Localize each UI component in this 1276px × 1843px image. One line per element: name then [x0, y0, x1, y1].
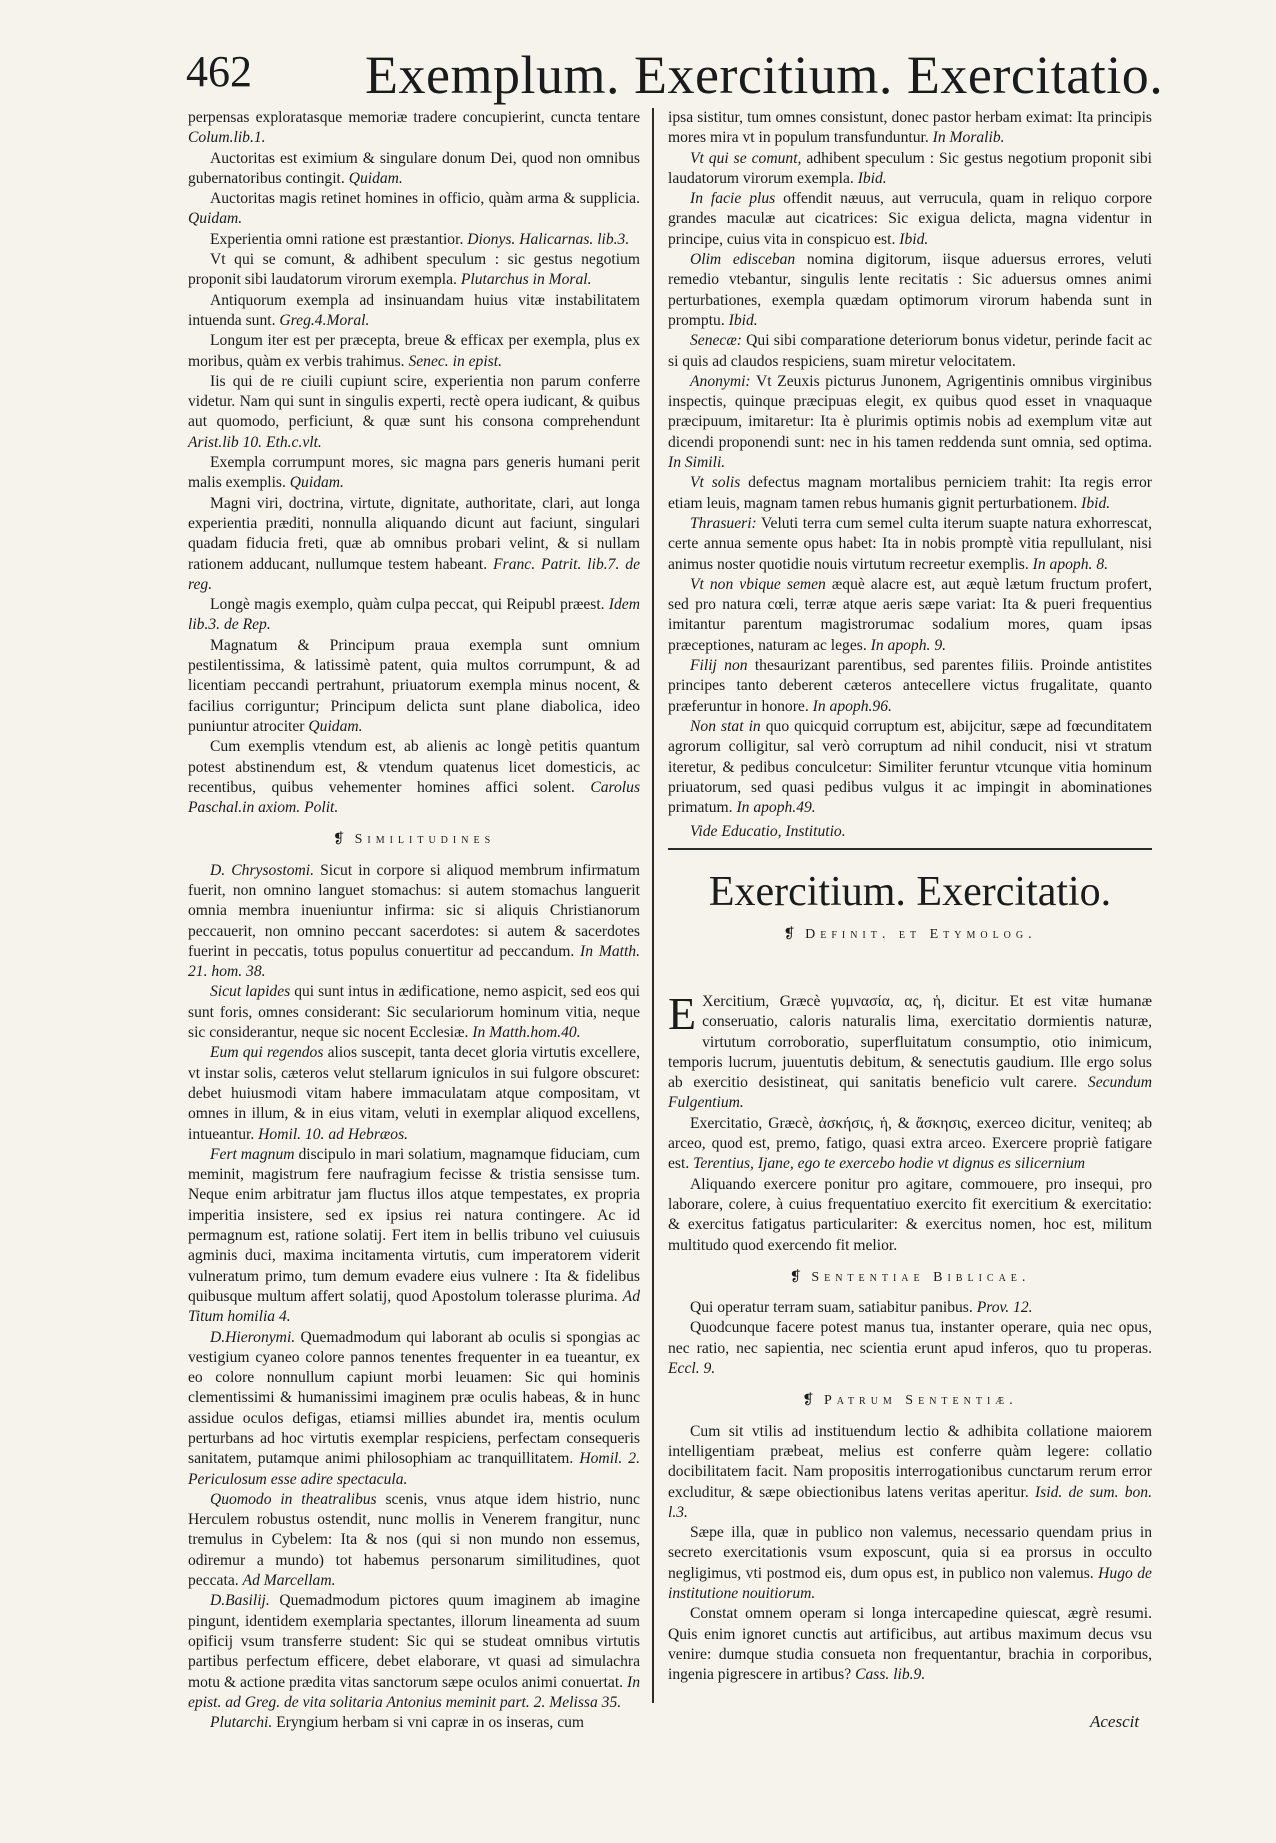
exercitium-section	[668, 988, 1152, 1686]
section-title: Exercitium. Exercitatio.	[708, 869, 1112, 915]
paragraph: Antiquorum exempla ad insinuandam huius vitæ instabilitatem intuenda sunt. Greg.4.Moral.	[188, 291, 640, 329]
paragraph: Constat omnem operam si longa intercapedine quiescat, ægrè resumi. Quis enim ignoret cunctis aut artificibus, aut artibus maximum decus vsu venire: dumque studia consueta non frequentantur, brachia in corporibus, ingenia pigrescere in artibus? Cass. lib.9.	[668, 1605, 1152, 1684]
paragraph: ipsa sistitur, tum omnes consistunt, donec pastor herbam eximat: Ita principis mores mira vt in populum transfunduntur. In Moralib.	[668, 109, 1152, 147]
patrum-heading: ❡ Patrum Sententiæ.	[802, 1393, 1018, 1409]
cross-reference: Vide Educatio, Institutio.	[690, 823, 846, 841]
pilcrow-icon: ❡	[783, 927, 796, 943]
paragraph: Senecæ: Qui sibi comparatione deteriorum bonus videtur, perinde facit ac si quis ad claudos respiciens, suam miretur velocitatem.	[668, 332, 1152, 370]
paragraph: Magni viri, doctrina, virtute, dignitate, authoritate, clari, aut longa experientia præditi, nonnulla aliquando dicunt aut faciunt, singulari quadam fiducia freti, quæ ab omnibus probari velint, & si nullam rationem adducant, nullumque testem habeant. Franc. Patrit. lib.7. de reg.	[188, 494, 640, 593]
paragraph: Magnatum & Principum praua exempla sunt omnium pestilentissima, & latissimè patent, quia multos corrumpunt, & ad licentiam peccandi pertrahunt, priuatorum exempla minus nocent, & facilius corriguntur; Principum delicta sunt plane diabolica, ideo puniuntur atrociter Quidam.	[188, 636, 640, 735]
paragraph: Non stat in quo quicquid corruptum est, abijcitur, sæpe ad fœcunditatem agrorum colligitur, sal verò corruptum ad nihil conducit, nisi vt stratum iteretur, & pedibus conculcetur: Similiter feruntur vtcunque vitia hominum priuatorum, sed quasi pedibus vulgus it ac impingit in abominationes primatum. In apoph.49.	[668, 717, 1152, 817]
section-divider	[668, 848, 1152, 850]
pilcrow-icon: ❡	[802, 1393, 815, 1409]
paragraph: Vt solis defectus magnam mortalibus perniciem trahit: Ita regis error etiam leuis, magnam tamen rebus humanis gignit perturbationem. Ibid.	[668, 474, 1152, 512]
right-column	[668, 108, 1153, 841]
paragraph: Sæpe illa, quæ in publico non valemus, necessario quendam prius in secreto exercitationis vsum exposcunt, quia si ea prorsus in occulto negligimus, vti postmod eis, dum opus est, in publico non valemus. Hugo de institutione nouitiorum.	[668, 1524, 1152, 1603]
paragraph: Exempla corrumpunt mores, sic magna pars generis humani perit malis exemplis. Quidam.	[188, 454, 640, 492]
paragraph: Vt qui se comunt, & adhibent speculum : sic gestus negotium proponit sibi laudatorum virorum exempla. Plutarchus in Moral.	[188, 251, 640, 289]
paragraph: Aliquando exercere ponitur pro agitare, commouere, pro insequi, pro laborare, colere, à cuius frequentatiuo exercito fit exercitium & exercitatio: & exercitus fatigatus particulariter: & exercitus nomen, hoc est, militum multitudo quod exercendo fit melior.	[668, 1175, 1152, 1254]
paragraph: Anonymi: Vt Zeuxis picturus Junonem, Agrigentinis omnibus virginibus inspectis, quinque præcipuas elegit, ex quibus quod esset in vnaquaque præcipuum, imitaretur: Ita è plurimis optimis nobis ad exemplum vitæ aut dicendi proponendi sunt: nec in his tamen reddenda sunt omnia, sed optima. In Simili.	[668, 372, 1152, 472]
paragraph: D.Basilij. Quemadmodum pictores quum imaginem ab imagine pingunt, identidem exemplaria spectantes, illorum lineamenta ad suum opificij vsum transferre student: Sic qui se studeat omnibus virtutis partibus perfectum efficere, debet elaborare, vt quasi ad simulachra motu & actione prædita vitas sanctorum sæpe oculos animi conuertat. In epist. ad Greg. de vita solitaria Antonius meminit part. 2. Melissa 35.	[188, 1592, 640, 1711]
catchword: Acescit	[1090, 1712, 1140, 1731]
paragraph: Experientia omni ratione est præstantior. Dionys. Halicarnas. lib.3.	[210, 230, 630, 248]
paragraph: Olim edisceban nomina digitorum, iisque aduersus errores, veluti remedio vtebantur, singulis lente recitatis : Sic aduersus omnes animi perturbationes, exempla quædam optimorum virorum habenda sunt in promptu. Ibid.	[668, 251, 1152, 329]
paragraph: Fert magnum discipulo in mari solatium, magnamque fiduciam, cum meminit, magistrum fere naufragium fecisse & tristia sensisse tum. Neque enim arbitratur jam fluctus illos atque tempestates, ex propria imperitia insistere, sed ex ipsius rei natura contingere. Ac id permagnum est, ratione solatij. Fert item in bellis tribuno vel cuiusuis agminis duci, maxima incitamenta virtutis, cum imperatorem viderit vulneratum primo, tum demum evadere eius vulnere : Ita & fidelibus quibusque multum affert solatij, quod Apostolum tolerasse plurima. Ad Titum homilia 4.	[188, 1145, 640, 1326]
paragraph: Quomodo in theatralibus scenis, vnus atque idem histrio, nunc Herculem robustus ostendit, nunc mollis in Venerem frangitur, nunc tremulus in Cybelem: Ita & nos (qui si non mundo non essemus, odiremur a mundo) tot habemus personarum similitudines, quot peccata. Ad Marcellam.	[188, 1490, 640, 1590]
page-number: 462	[186, 47, 252, 96]
paragraph: In facie plus offendit næuus, aut verrucula, quam in reliquo corpore grandes maculæ aut cicatrices: Sic exigua delicta, magna videntur in principe, cuius vita in conspicuo est. Ibid.	[668, 190, 1152, 248]
definit-heading: ❡ Definit. et Etymolog.	[783, 927, 1037, 943]
similitudines-heading: ❡ Similitudines	[332, 832, 496, 848]
paragraph: Iis qui de re ciuili cupiunt scire, experientia non parum conferre videtur. Nam qui sunt in singulis experti, rectè opera iudicant, & quibus aut quomodo, perficiunt, & quæ sunt his consona comprehendunt Arist.lib 10. Eth.c.vlt.	[188, 372, 640, 451]
paragraph: Quodcunque facere potest manus tua, instanter operare, quia nec opus, nec ratio, nec sapientia, nec scientia erunt apud inferos, quo tu properas. Eccl. 9.	[668, 1319, 1152, 1378]
paragraph: Vt non vbique semen æquè alacre est, aut æquè lætum fructum profert, sed pro natura cœli, terræ atque aeris sæpe variat: Ita & pueri frequentius imitantur parentum magistrorumac sodalium mores, quam ipsas præceptiones, naturam ac leges. In apoph. 9.	[668, 575, 1153, 654]
paragraph: D. Chrysostomi. Sicut in corpore si aliquod membrum infirmatum fuerit, non omnino languet stomachus: si autem stomachus languerit omnia membra inueniuntur infirma: sic si aliquis Christianorum peccauerit, non omnino peccant sacerdotes: si autem & sacerdotes fuerint in peccatis, totus populus conuertitur ad peccandum. In Matth. 21. hom. 38.	[188, 861, 640, 981]
paragraph: Thrasueri: Veluti terra cum semel culta iterum suapte natura exhorrescat, certe annua semente opus habet: Ita in nobis promptè vitia repullulant, nisi animus noster quotidie nouis virtutum recreetur exemplis. In apoph. 8.	[668, 514, 1152, 573]
paragraph: E Xercitium, Græcè γυμνασία, ας, ἡ, dicitur. Et est vitæ humanæ conseruatio, caloris naturalis lima, exercitatio dormientis naturæ, virtutum corroboratio, superfluitatum consumptio, otio inimicum, temporis lucrum, juuentutis debitum, & senectutis gaudium. Ille ergo solus ab exercitio desistineat, qui sanitatis beneficio vult carere. Secundum Fulgentium.	[668, 988, 1152, 1112]
pilcrow-icon: ❡	[789, 1269, 802, 1285]
paragraph: Eum qui regendos alios suscepit, tanta decet gloria virtutis excellere, vt instar solis, cæteros velut stellarum igniculos in sui fulgore obscuret: debet huiusmodi vitam habere immaculatam atque compositam, vt omnes in illum, & in eius vitam, veluti in exemplar aliquod excellens, intueantur. Homil. 10. ad Hebræos.	[188, 1044, 640, 1143]
paragraph: Plutarchi. Eryngium herbam si vni capræ in os inseras, cum	[210, 1714, 585, 1732]
running-head: Exemplum. Exercitium. Exercitatio.	[365, 45, 1164, 105]
section-title-block	[668, 870, 1152, 953]
paragraph: Exercitatio, Græcè, ἀσκήσις, ἡ, & ἄσκησις, exerceo dicitur, veniteq; ab arceo, quod est, premo, fatigo, quasi extra arceo. Exercere propriè fatigare est. Terentius, Ijane, ego te exercebo hodie vt dignus es silicernium	[668, 1114, 1152, 1173]
paragraph: Sicut lapides qui sunt intus in ædificatione, nemo aspicit, sed eos qui sunt foris, omnes considerant: Sic seculariorum hominum vitia, neque sic considerantur, neque sic nocent Ecclesiæ. In Matth.hom.40.	[188, 983, 641, 1042]
paragraph: Filij non thesaurizant parentibus, sed parentes filiis. Proinde antistites principes tanto deberent cæteros antecellere victus frugalitate, quanto præferuntur in honore. In apoph.96.	[668, 657, 1152, 715]
paragraph: Vt qui se comunt, adhibent speculum : Sic gestus negotium proponit sibi laudatorum virorum exempla. Ibid.	[668, 149, 1153, 187]
left-column	[188, 108, 641, 1732]
paragraph: D.Hieronymi. Quemadmodum qui laborant ab oculis si spongias ac vestigium cyaneo colore pannos tenentes frequenter in ea tueantur, ex eo colore nonnullum capiunt morbi leuamen: Sic qui hominis clementissimi & humanissimi imaginem præ oculis habeas, & in hunc assidue oculos defigas, etiamsi millies abundet ira, mentis oculum perturbans ad hoc virtutis exemplar respiciens, perfectam consequeris sanitatem, putamque animi philosophiam ac tranquillitatem. Homil. 2. Periculosum esse adire spectacula.	[188, 1328, 640, 1488]
paragraph: Cum sit vtilis ad instituendum lectio & adhibita collatione maiorem intelligentiam præbeat, melius est conferre quàm legere: collatio docibilitatem facit. Nam propositis interrogationibus cunctarum rerum error excluditur, & sæpe obiectionibus latens veritas aperitur. Isid. de sum. bon. l.3.	[668, 1422, 1152, 1521]
paragraph: Cum exemplis vtendum est, ab alienis ac longè petitis quantum potest abstinendum est, & vtendum quatenus licet domesticis, ac recentibus, quibus vehementer homines affici solent. Carolus Paschal.in axiom. Polit.	[188, 738, 641, 817]
paragraph: perpensas exploratasque memoriæ tradere concupierint, cuncta tentare Colum.lib.1.	[188, 109, 640, 147]
pilcrow-icon: ❡	[332, 832, 345, 848]
column-divider	[652, 108, 654, 1703]
paragraph: Longum iter est per præcepta, breue & efficax per exempla, plus ex moribus, quàm ex verbis trahimus. Senec. in epist.	[188, 332, 640, 370]
paragraph: Auctoritas est eximium & singulare donum Dei, quod non omnibus gubernatoribus contingit. Quidam.	[188, 149, 640, 187]
biblicae-heading: ❡ Sententiae Biblicae.	[789, 1269, 1031, 1285]
paragraph: Auctoritas magis retinet homines in officio, quàm arma & supplicia. Quidam.	[188, 190, 640, 228]
paragraph: Longè magis exemplo, quàm culpa peccat, qui Reipubl præest. Idem lib.3. de Rep.	[188, 596, 640, 634]
paragraph: Qui operatur terram suam, satiabitur panibus. Prov. 12.	[690, 1299, 1033, 1317]
drop-cap: E	[668, 988, 697, 1039]
